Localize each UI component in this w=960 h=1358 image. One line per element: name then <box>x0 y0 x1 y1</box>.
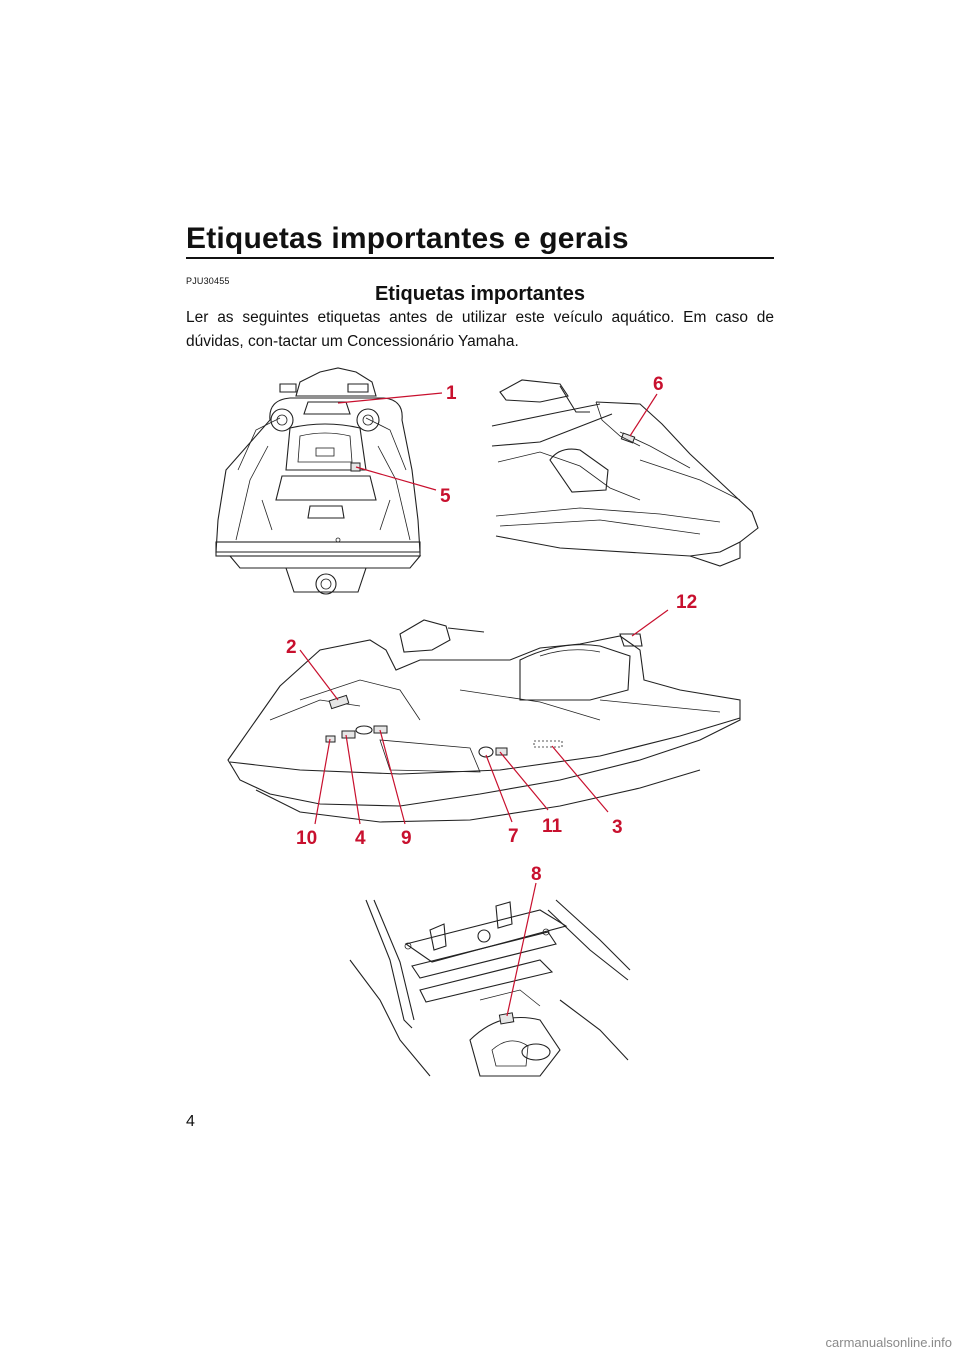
callout-8: 8 <box>531 864 542 885</box>
callout-9: 9 <box>401 828 412 849</box>
callout-4: 4 <box>355 828 366 849</box>
callout-2: 2 <box>286 637 297 658</box>
callout-10: 10 <box>296 828 318 849</box>
rear-view-illustration <box>216 368 420 594</box>
callout-numbers <box>286 374 697 885</box>
reference-code: PJU30455 <box>186 276 230 286</box>
callout-5: 5 <box>440 486 451 507</box>
side-view-illustration <box>228 620 740 822</box>
chapter-title: Etiquetas importantes e gerais <box>186 222 629 255</box>
front-view-illustration <box>492 380 758 566</box>
callout-7: 7 <box>508 826 519 847</box>
callout-6: 6 <box>653 374 664 395</box>
callout-1: 1 <box>446 383 457 404</box>
callout-3: 3 <box>612 817 623 838</box>
watermark-text: carmanualsonline.info <box>825 1335 952 1350</box>
callout-leaders <box>300 393 668 1016</box>
body-paragraph: Ler as seguintes etiquetas antes de utilizar este veículo aquático. Em caso de dúvidas, con-tactar um Concessionário Yamaha. <box>186 309 774 350</box>
section-heading: Etiquetas importantes <box>374 283 586 305</box>
callout-12: 12 <box>676 592 698 613</box>
interior-view-illustration <box>350 900 630 1076</box>
callout-11: 11 <box>542 816 563 837</box>
page-number: 4 <box>186 1113 195 1130</box>
